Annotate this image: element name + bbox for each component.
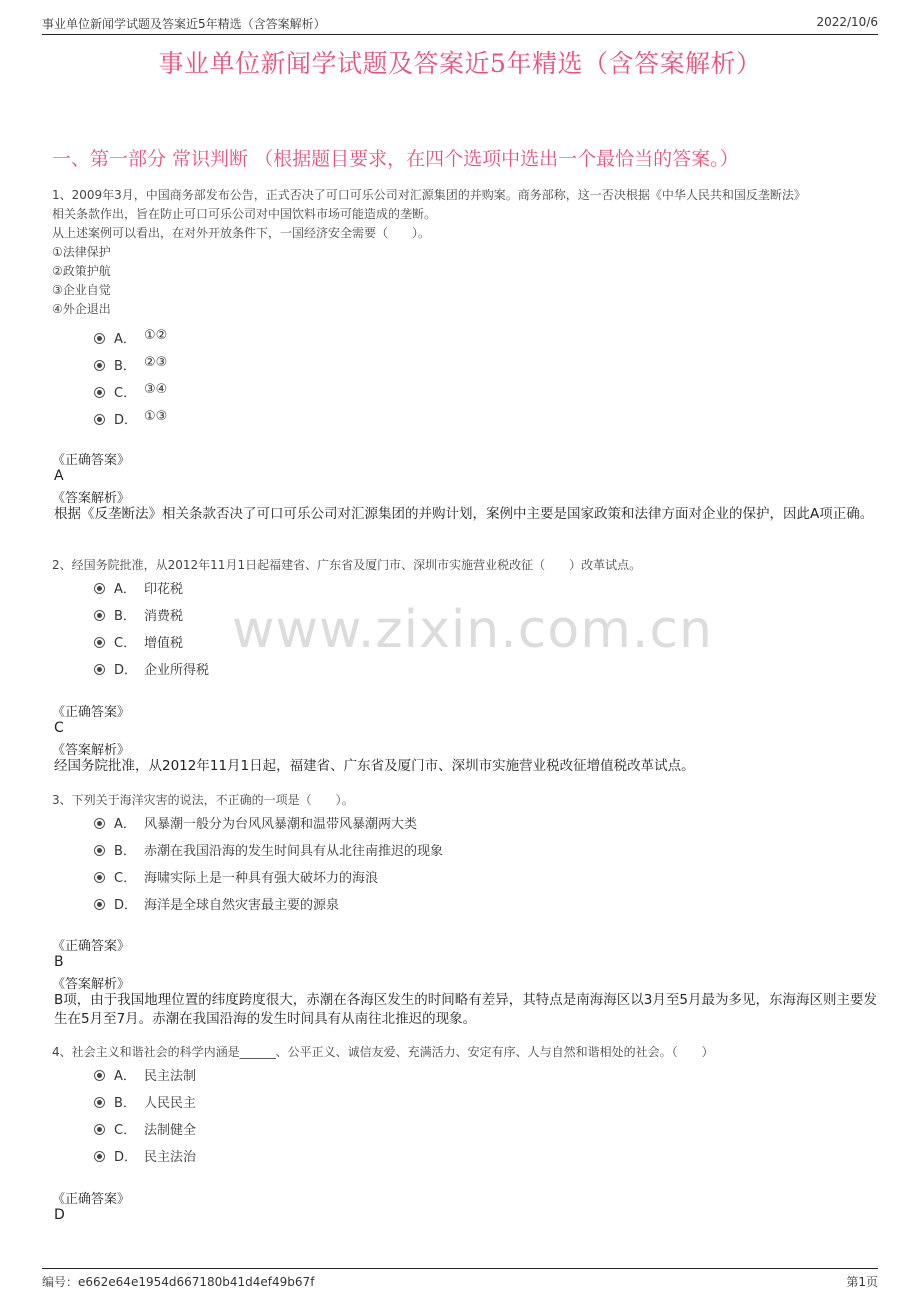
answer-label: 《正确答案》	[52, 939, 131, 954]
analysis-label: 《答案解析》	[52, 977, 131, 992]
option-text: 民主法治	[144, 1150, 197, 1165]
option-letter: A．	[114, 582, 136, 597]
answer-value: A	[54, 468, 64, 484]
answer-value: B	[54, 954, 64, 970]
stem-line: 2、经国务院批准，从2012年11月1日起福建省、广东省及厦门市、深圳市实施营业税改征（ ）改革试点。	[52, 558, 642, 572]
option-letter: A．	[114, 332, 136, 347]
question-stem	[52, 186, 882, 319]
question-4	[52, 1043, 882, 1223]
option-text: 增值税	[144, 636, 184, 651]
header-date: 2022/10/6	[816, 15, 878, 29]
radio-icon[interactable]	[94, 1097, 105, 1108]
footer-page-number: 第1页	[846, 1275, 878, 1289]
radio-icon[interactable]	[94, 610, 105, 621]
stem-line: 相关条款作出，旨在防止可口可乐公司对中国饮料市场可能造成的垄断。	[52, 207, 437, 221]
stem-line: ①法律保护	[52, 245, 111, 259]
answer-explanation: B项，由于我国地理位置的纬度跨度很大，赤潮在各海区发生的时间略有差异，其特点是南海海区以3月至5月最为多见，东海海区则主要发生在5月至7月。赤潮在我国沿海的发生时间具有从南往北推迟的现象。	[54, 992, 877, 1027]
answer-value: C	[54, 720, 64, 736]
option-letter: D．	[114, 1150, 138, 1165]
question-stem	[52, 556, 882, 575]
radio-icon[interactable]	[94, 899, 105, 910]
option-letter: C．	[114, 386, 137, 401]
answer-explanation: 经国务院批准，从2012年11月1日起，福建省、广东省及厦门市、深圳市实施营业税改征增值税改革试点。	[54, 758, 695, 774]
radio-icon[interactable]	[94, 1151, 105, 1162]
option-text: 风暴潮一般分为台风风暴潮和温带风暴潮两大类	[144, 817, 418, 832]
radio-icon[interactable]	[94, 845, 105, 856]
option-text: 人民民主	[144, 1096, 197, 1111]
option-text: 消费税	[144, 609, 184, 624]
question-stem	[52, 1043, 882, 1062]
option-text: 印花税	[144, 582, 184, 597]
option-letter: B．	[114, 359, 136, 374]
radio-icon[interactable]	[94, 872, 105, 883]
option-letter: D．	[114, 898, 138, 913]
stem-line: ③企业自觉	[52, 283, 111, 297]
document-title: 事业单位新闻学试题及答案近5年精选（含答案解析）	[158, 49, 762, 78]
option-text: 法制健全	[144, 1123, 197, 1138]
answer-label: 《正确答案》	[52, 453, 131, 468]
option-letter: B．	[114, 844, 136, 859]
option-letter: D．	[114, 663, 138, 678]
answer-label: 《正确答案》	[52, 705, 131, 720]
option-text: 海啸实际上是一种具有强大破坏力的海浪	[144, 871, 379, 886]
radio-icon[interactable]	[94, 1070, 105, 1081]
stem-line: 3、下列关于海洋灾害的说法，不正确的一项是（ ）。	[52, 793, 354, 807]
radio-icon[interactable]	[94, 818, 105, 829]
answer-value: D	[54, 1207, 65, 1223]
option-letter: B．	[114, 1096, 136, 1111]
option-text: 赤潮在我国沿海的发生时间具有从北往南推迟的现象	[144, 844, 444, 859]
option-text: ③④	[144, 382, 168, 397]
section-title: 一、第一部分 常识判断 （根据题目要求，在四个选项中选出一个最恰当的答案。）	[52, 148, 739, 170]
stem-line: ④外企退出	[52, 302, 111, 316]
radio-icon[interactable]	[94, 360, 105, 371]
watermark: www.zixin.com.cn	[232, 600, 713, 660]
option-text: ②③	[144, 355, 168, 370]
stem-line: 4、社会主义和谐社会的科学内涵是______、公平正义、诚信友爱、充满活力、安定有序、人与自然和谐相处的社会。（ ）	[52, 1045, 714, 1059]
radio-icon[interactable]	[94, 333, 105, 344]
stem-line: ②政策护航	[52, 264, 111, 278]
answer-label: 《正确答案》	[52, 1192, 131, 1207]
option-text: ①③	[144, 409, 168, 424]
analysis-label: 《答案解析》	[52, 743, 131, 758]
footer-document-id: 编号：e662e64e1954d667180b41d4ef49b67f	[42, 1275, 315, 1289]
option-letter: C．	[114, 636, 137, 651]
radio-icon[interactable]	[94, 1124, 105, 1135]
header-title: 事业单位新闻学试题及答案近5年精选（含答案解析）	[42, 17, 326, 31]
question-stem	[52, 791, 882, 810]
analysis-label: 《答案解析》	[52, 491, 131, 506]
option-text: 企业所得税	[144, 663, 210, 678]
option-letter: C．	[114, 1123, 137, 1138]
page-footer	[42, 1268, 878, 1291]
question-3	[52, 791, 882, 1027]
radio-icon[interactable]	[94, 387, 105, 398]
question-1	[52, 186, 882, 522]
stem-line: 从上述案例可以看出，在对外开放条件下，一国经济安全需要（ ）。	[52, 226, 431, 240]
option-letter: C．	[114, 871, 137, 886]
page-header	[42, 12, 878, 35]
radio-icon[interactable]	[94, 664, 105, 675]
stem-line: 1、2009年3月，中国商务部发布公告，正式否决了可口可乐公司对汇源集团的并购案。商务部称，这一否决根据《中华人民共和国反垄断法》	[52, 188, 806, 202]
option-text: ①②	[144, 328, 168, 343]
radio-icon[interactable]	[94, 637, 105, 648]
option-text: 海洋是全球自然灾害最主要的源泉	[144, 898, 340, 913]
option-text: 民主法制	[144, 1069, 197, 1084]
radio-icon[interactable]	[94, 583, 105, 594]
option-letter: B．	[114, 609, 136, 624]
answer-explanation: 根据《反垄断法》相关条款否决了可口可乐公司对汇源集团的并购计划，案例中主要是国家政策和法律方面对企业的保护，因此A项正确。	[54, 506, 874, 522]
option-letter: D．	[114, 413, 138, 428]
option-letter: A．	[114, 817, 136, 832]
option-letter: A．	[114, 1069, 136, 1084]
radio-icon[interactable]	[94, 414, 105, 425]
